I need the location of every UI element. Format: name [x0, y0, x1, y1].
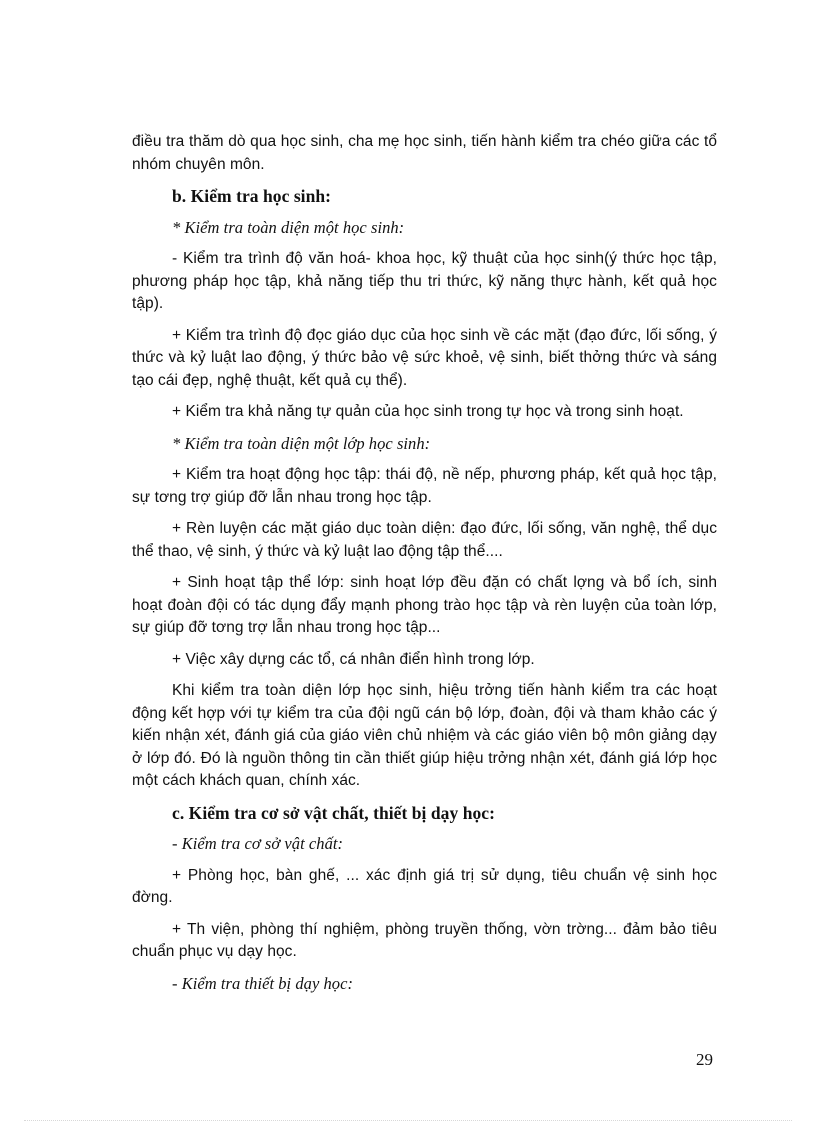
paragraph-education-level: + Kiểm tra trình độ đọc giáo dục của học sinh về các mặt (đạo đức, lối sống, ý thức và kỷ luật lao động, ý thức bảo vệ sức khoẻ, vệ sinh, biết thởng thức và sáng tạo cái đẹp, nghệ thuật, kết quả cụ thể).: [132, 326, 717, 389]
section-heading-c: c. Kiểm tra cơ sở vật chất, thiết bị dạy học:: [172, 802, 495, 823]
subheading-facilities: - Kiểm tra cơ sở vật chất:: [172, 834, 344, 853]
page-number: 29: [696, 1050, 713, 1069]
paragraph-intro-continued: điều tra thăm dò qua học sinh, cha mẹ học sinh, tiến hành kiểm tra chéo giữa các tổ nhóm chuyên môn.: [132, 133, 717, 173]
paragraph-library-labs: + Th viện, phòng thí nghiệm, phòng truyền thống, vờn trờng... đảm bảo tiêu chuẩn phục vụ dạy học.: [132, 920, 717, 960]
paragraph-classrooms: + Phòng học, bàn ghế, ... xác định giá trị sử dụng, tiêu chuẩn vệ sinh học đờng.: [132, 866, 717, 906]
subheading-whole-class: * Kiểm tra toàn diện một lớp học sinh:: [172, 433, 431, 453]
paragraph-role-models: + Việc xây dựng các tổ, cá nhân điển hình trong lớp.: [172, 650, 535, 668]
paragraph-class-activities: + Sinh hoạt tập thể lớp: sinh hoạt lớp đều đặn có chất lợng và bổ ích, sinh hoạt đoàn đội có tác dụng đẩy mạnh phong trào học tập và rèn luyện của toàn lớp, sự giúp đỡ tơng trợ lẫn nhau trong học tập...: [132, 574, 717, 636]
page-bottom-divider: [24, 1120, 792, 1121]
paragraph-knowledge-check: - Kiểm tra trình độ văn hoá- khoa học, kỹ thuật của học sinh(ý thức học tập, phương pháp học tập, khả năng tiếp thu tri thức, kỹ năng thực hành, kết quả học tập).: [132, 250, 717, 312]
section-heading-b: b. Kiểm tra học sinh:: [172, 186, 332, 206]
document-body: [132, 131, 717, 1004]
paragraph-principal-inspection: Khi kiểm tra toàn diện lớp học sinh, hiệu trởng tiến hành kiểm tra các hoạt động kết hợp với tự kiểm tra của đội ngũ cán bộ lớp, đoàn, đội và tham khảo các ý kiến nhận xét, đánh giá của giáo viên chủ nhiệm và các giáo viên bộ môn giảng dạy ở lớp đó. Đó là nguồn thông tin cần thiết giúp hiệu trởng nhận xét, đánh giá lớp học một cách khách quan, chính xác.: [132, 682, 717, 789]
paragraph-learning-activity: + Kiểm tra hoạt động học tập: thái độ, nề nếp, phương pháp, kết quả học tập, sự tơng trợ giúp đỡ lẫn nhau trong học tập.: [132, 466, 717, 506]
paragraph-self-management: + Kiểm tra khả năng tự quản của học sinh trong tự học và trong sinh hoạt.: [172, 403, 684, 420]
subheading-individual-student: * Kiểm tra toàn diện một học sinh:: [172, 217, 405, 237]
subheading-teaching-equipment: - Kiểm tra thiết bị dạy học:: [172, 973, 354, 993]
paragraph-comprehensive-training: + Rèn luyện các mặt giáo dục toàn diện: đạo đức, lối sống, văn nghệ, thể dục thể thao, vệ sinh, ý thức và kỷ luật lao động tập thể....: [132, 520, 717, 560]
